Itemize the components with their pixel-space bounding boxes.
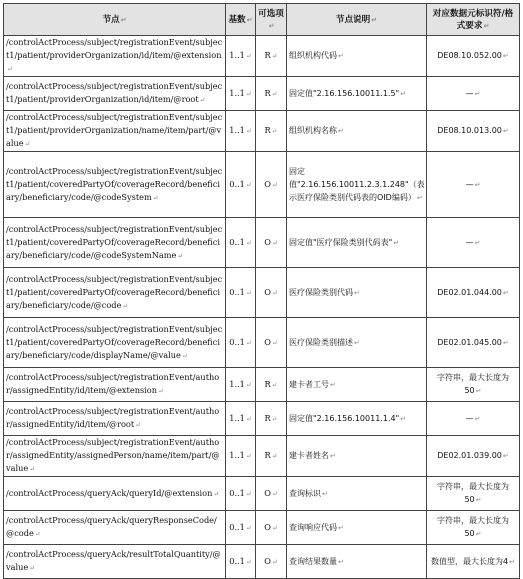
description-cell: 固定值"2.16.156.10011.1.5"↵	[287, 77, 427, 111]
field-mapping-table	[3, 3, 520, 579]
description-cell: 组织机构名称↵	[287, 111, 427, 152]
cardinality-cell: 0..1↵	[226, 268, 256, 318]
description-cell: 查询响应代码↵	[287, 511, 427, 545]
optional-cell: O↵	[256, 511, 287, 545]
optional-cell: R↵	[256, 368, 287, 402]
header-node: 节点↵	[4, 4, 226, 36]
node-path-cell: /controlActProcess/subject/registrationEvent/author/assignedEntity/id/item/@extension↵	[4, 368, 226, 402]
standard-cell: —↵	[427, 152, 520, 218]
node-path-cell: /controlActProcess/queryAck/resultTotalQuantity/@value↵	[4, 545, 226, 579]
standard-cell: DE02.01.045.00↵	[427, 318, 520, 368]
optional-cell: O↵	[256, 152, 287, 218]
optional-cell: R↵	[256, 402, 287, 436]
node-path-cell: /controlActProcess/subject/registrationEvent/subject1/patient/coveredPartyOf/coverageRecord/beneficiary/beneficiary/code/@codeSystemName↵	[4, 218, 226, 268]
description-cell: 医疗保险类别代码↵	[287, 268, 427, 318]
table-row	[4, 436, 520, 477]
table-row	[4, 111, 520, 152]
standard-cell: —↵	[427, 218, 520, 268]
node-path-cell: /controlActProcess/subject/registrationEvent/subject1/patient/coveredPartyOf/coverageRecord/beneficiary/beneficiary/code/@code↵	[4, 268, 226, 318]
cardinality-cell: 0..1↵	[226, 477, 256, 511]
table-row	[4, 511, 520, 545]
description-cell: 建卡者姓名↵	[287, 436, 427, 477]
cardinality-cell: 1..1↵	[226, 436, 256, 477]
node-path-cell: /controlActProcess/subject/registrationEvent/subject1/patient/coveredPartyOf/coverageRecord/beneficiary/beneficiary/code/displayName/@value↵	[4, 318, 226, 368]
table-row	[4, 77, 520, 111]
standard-cell: 数值型，最大长度为4↵	[427, 545, 520, 579]
standard-cell: —↵	[427, 402, 520, 436]
header-standard: 对应数据元标识符/格式要求↵	[427, 4, 520, 36]
node-path-cell: /controlActProcess/queryAck/queryId/@extension↵	[4, 477, 226, 511]
cardinality-cell: 0..1↵	[226, 152, 256, 218]
table-row	[4, 368, 520, 402]
node-path-cell: /controlActProcess/subject/registrationEvent/author/assignedEntity/id/item/@root↵	[4, 402, 226, 436]
description-cell: 医疗保险类别描述↵	[287, 318, 427, 368]
optional-cell: R↵	[256, 111, 287, 152]
standard-cell: 字符串，最大长度为50↵	[427, 477, 520, 511]
table-row	[4, 152, 520, 218]
optional-cell: O↵	[256, 545, 287, 579]
standard-cell: 字符串，最大长度为50↵	[427, 368, 520, 402]
header-optional: 可选项↵	[256, 4, 287, 36]
table-row	[4, 36, 520, 77]
node-path-cell: /controlActProcess/subject/registrationEvent/subject1/patient/providerOrganization/name/item/part/@value↵	[4, 111, 226, 152]
description-cell: 固定值"2.16.156.10011.2.3.1.248"（表示医疗保险类别代码表的OID编码）↵	[287, 152, 427, 218]
cardinality-cell: 1..1↵	[226, 368, 256, 402]
table-row	[4, 268, 520, 318]
cardinality-cell: 0..1↵	[226, 318, 256, 368]
node-path-cell: /controlActProcess/subject/registrationEvent/subject1/patient/coveredPartyOf/coverageRecord/beneficiary/beneficiary/code/@codeSystem↵	[4, 152, 226, 218]
optional-cell: R↵	[256, 36, 287, 77]
table-row	[4, 477, 520, 511]
optional-cell: O↵	[256, 268, 287, 318]
table-row	[4, 545, 520, 579]
header-cardinality: 基数↵	[226, 4, 256, 36]
description-cell: 查询结果数量↵	[287, 545, 427, 579]
standard-cell: DE02.01.044.00↵	[427, 268, 520, 318]
node-path-cell: /controlActProcess/subject/registrationEvent/subject1/patient/providerOrganization/id/item/@extension↵	[4, 36, 226, 77]
standard-cell: DE08.10.013.00↵	[427, 111, 520, 152]
table-row	[4, 218, 520, 268]
optional-cell: O↵	[256, 218, 287, 268]
cardinality-cell: 1..1↵	[226, 402, 256, 436]
table-row	[4, 402, 520, 436]
cardinality-cell: 0..1↵	[226, 545, 256, 579]
cardinality-cell: 1..1↵	[226, 77, 256, 111]
cardinality-cell: 1..1↵	[226, 36, 256, 77]
optional-cell: O↵	[256, 477, 287, 511]
description-cell: 建卡者工号↵	[287, 368, 427, 402]
description-cell: 固定值"2.16.156.10011.1.4"↵	[287, 402, 427, 436]
optional-cell: O↵	[256, 318, 287, 368]
table-header-row	[4, 4, 520, 36]
standard-cell: DE02.01.039.00↵	[427, 436, 520, 477]
cardinality-cell: 0..1↵	[226, 511, 256, 545]
node-path-cell: /controlActProcess/subject/registrationEvent/author/assignedEntity/assignedPerson/name/item/part/@value↵	[4, 436, 226, 477]
description-cell: 查询标识↵	[287, 477, 427, 511]
cardinality-cell: 0..1↵	[226, 218, 256, 268]
standard-cell: —↵	[427, 77, 520, 111]
table-row	[4, 318, 520, 368]
node-path-cell: /controlActProcess/subject/registrationEvent/subject1/patient/providerOrganization/id/item/@root↵	[4, 77, 226, 111]
cardinality-cell: 1..1↵	[226, 111, 256, 152]
standard-cell: DE08.10.052.00↵	[427, 36, 520, 77]
optional-cell: R↵	[256, 77, 287, 111]
node-path-cell: /controlActProcess/queryAck/queryResponseCode/@code↵	[4, 511, 226, 545]
description-cell: 组织机构代码↵	[287, 36, 427, 77]
standard-cell: 字符串，最大长度为50↵	[427, 511, 520, 545]
description-cell: 固定值"医疗保险类别代码表"↵	[287, 218, 427, 268]
optional-cell: R↵	[256, 436, 287, 477]
header-description: 节点说明↵	[287, 4, 427, 36]
